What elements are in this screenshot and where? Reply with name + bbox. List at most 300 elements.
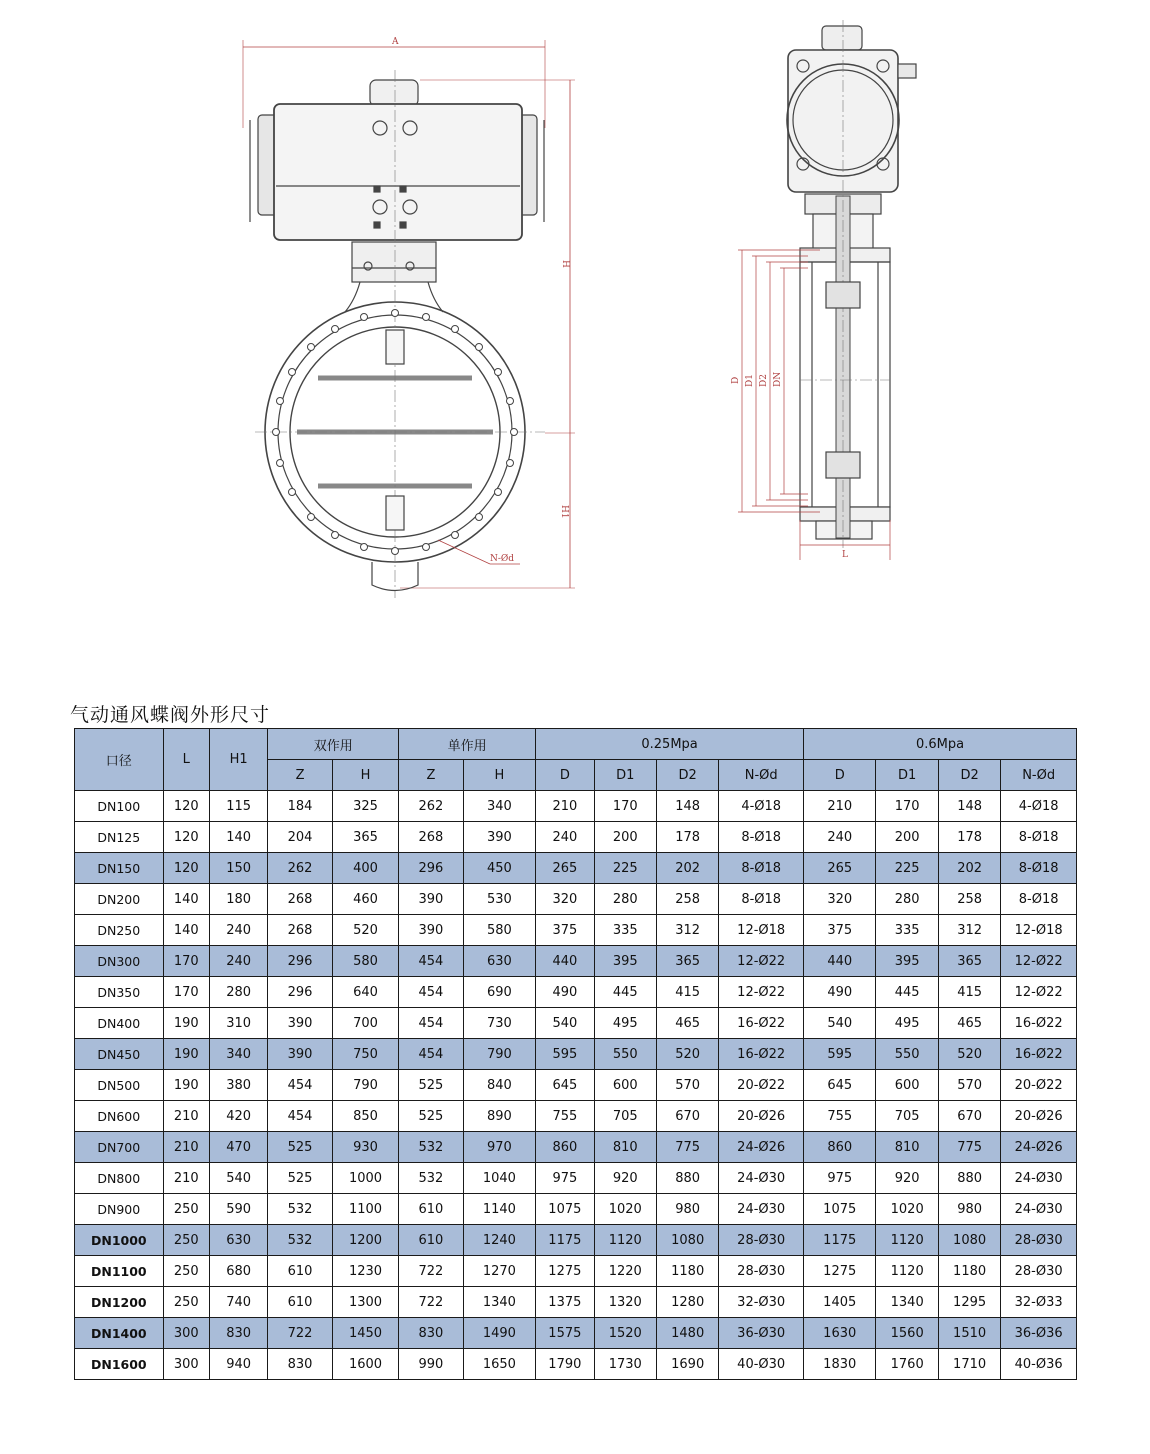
table-cell: 395 (594, 946, 656, 977)
table-cell: 495 (876, 1008, 938, 1039)
table-cell: 610 (399, 1225, 463, 1256)
table-cell: 550 (876, 1039, 938, 1070)
table-cell: 390 (268, 1008, 332, 1039)
table-cell: 450 (463, 853, 536, 884)
table-cell: 810 (876, 1132, 938, 1163)
table-cell: 1040 (463, 1163, 536, 1194)
table-cell: 240 (209, 915, 267, 946)
table-cell: 170 (876, 791, 938, 822)
col-h1: H1 (209, 729, 267, 791)
table-cell: 180 (209, 884, 267, 915)
table-cell: 1480 (656, 1318, 718, 1349)
table-cell: 250 (163, 1256, 209, 1287)
table-cell: 525 (268, 1163, 332, 1194)
table-cell: 1690 (656, 1349, 718, 1380)
table-cell: 190 (163, 1008, 209, 1039)
table-cell: 525 (399, 1070, 463, 1101)
table-cell: 1630 (803, 1318, 875, 1349)
table-cell: 202 (938, 853, 1000, 884)
table-cell: 1340 (463, 1287, 536, 1318)
table-cell: 580 (332, 946, 398, 977)
table-cell: 980 (656, 1194, 718, 1225)
table-cell: 1520 (594, 1318, 656, 1349)
subheader-cell: H (463, 760, 536, 791)
table-cell: 610 (399, 1194, 463, 1225)
table-cell: 150 (209, 853, 267, 884)
table-cell: 1000 (332, 1163, 398, 1194)
table-row (75, 946, 1077, 977)
table-cell: 465 (938, 1008, 1000, 1039)
table-cell: 1760 (876, 1349, 938, 1380)
table-row (75, 1163, 1077, 1194)
table-cell: 705 (876, 1101, 938, 1132)
table-row (75, 1008, 1077, 1039)
row-caliber-cell: DN300 (75, 946, 164, 977)
table-row (75, 853, 1077, 884)
table-cell: 1375 (536, 1287, 594, 1318)
table-cell: 722 (399, 1256, 463, 1287)
table-row (75, 977, 1077, 1008)
table-cell: 1600 (332, 1349, 398, 1380)
table-cell: 8-Ø18 (719, 853, 804, 884)
dim-label-h1: H1 (559, 505, 569, 519)
table-cell: 296 (268, 946, 332, 977)
table-cell: 400 (332, 853, 398, 884)
table-row (75, 822, 1077, 853)
table-cell: 670 (656, 1101, 718, 1132)
table-cell: 280 (876, 884, 938, 915)
table-cell: 595 (803, 1039, 875, 1070)
subheader-cell: D1 (876, 760, 938, 791)
table-cell: 1020 (594, 1194, 656, 1225)
table-cell: 325 (332, 791, 398, 822)
table-cell: 722 (268, 1318, 332, 1349)
table-cell: 454 (399, 977, 463, 1008)
table-cell: 465 (656, 1008, 718, 1039)
table-cell: 8-Ø18 (1001, 822, 1077, 853)
table-cell: 20-Ø26 (719, 1101, 804, 1132)
table-cell: 470 (209, 1132, 267, 1163)
table-cell: 178 (656, 822, 718, 853)
table-cell: 36-Ø30 (719, 1318, 804, 1349)
table-cell: 225 (594, 853, 656, 884)
col-l: L (163, 729, 209, 791)
table-cell: 790 (332, 1070, 398, 1101)
table-cell: 40-Ø36 (1001, 1349, 1077, 1380)
table-cell: 1120 (594, 1225, 656, 1256)
table-cell: 24-Ø26 (719, 1132, 804, 1163)
subheader-cell: D1 (594, 760, 656, 791)
table-cell: 532 (399, 1132, 463, 1163)
table-cell: 610 (268, 1287, 332, 1318)
table-cell: 840 (463, 1070, 536, 1101)
row-caliber-cell: DN250 (75, 915, 164, 946)
table-cell: 830 (399, 1318, 463, 1349)
table-cell: 670 (938, 1101, 1000, 1132)
row-caliber-cell: DN1000 (75, 1225, 164, 1256)
table-cell: 8-Ø18 (1001, 853, 1077, 884)
subheader-cell: D (536, 760, 594, 791)
table-cell: 190 (163, 1070, 209, 1101)
front-view (243, 37, 575, 598)
table-cell: 1275 (536, 1256, 594, 1287)
table-cell: 830 (209, 1318, 267, 1349)
table-cell: 12-Ø22 (719, 946, 804, 977)
table-cell: 395 (876, 946, 938, 977)
table-cell: 24-Ø30 (1001, 1194, 1077, 1225)
table-cell: 16-Ø22 (1001, 1039, 1077, 1070)
table-cell: 16-Ø22 (719, 1008, 804, 1039)
table-cell: 262 (399, 791, 463, 822)
row-caliber-cell: DN900 (75, 1194, 164, 1225)
table-cell: 730 (463, 1008, 536, 1039)
table-cell: 390 (399, 884, 463, 915)
table-cell: 775 (656, 1132, 718, 1163)
table-cell: 120 (163, 822, 209, 853)
dim-label-a: A (392, 37, 399, 47)
table-cell: 140 (163, 915, 209, 946)
table-cell: 148 (938, 791, 1000, 822)
table-cell: 320 (803, 884, 875, 915)
table-cell: 250 (163, 1225, 209, 1256)
table-cell: 540 (209, 1163, 267, 1194)
table-cell: 210 (803, 791, 875, 822)
table-cell: 520 (332, 915, 398, 946)
table-cell: 1240 (463, 1225, 536, 1256)
table-row (75, 1132, 1077, 1163)
row-caliber-cell: DN400 (75, 1008, 164, 1039)
table-cell: 340 (463, 791, 536, 822)
table-cell: 860 (803, 1132, 875, 1163)
row-caliber-cell: DN600 (75, 1101, 164, 1132)
table-cell: 532 (268, 1194, 332, 1225)
table-cell: 920 (876, 1163, 938, 1194)
table-cell: 240 (209, 946, 267, 977)
table-cell: 240 (803, 822, 875, 853)
table-row (75, 884, 1077, 915)
table-cell: 530 (463, 884, 536, 915)
table-cell: 1710 (938, 1349, 1000, 1380)
table-cell: 790 (463, 1039, 536, 1070)
table-cell: 170 (163, 946, 209, 977)
table-row (75, 1070, 1077, 1101)
row-caliber-cell: DN1200 (75, 1287, 164, 1318)
table-cell: 240 (536, 822, 594, 853)
table-cell: 20-Ø22 (719, 1070, 804, 1101)
table-row (75, 1194, 1077, 1225)
table-cell: 755 (536, 1101, 594, 1132)
table-cell: 495 (594, 1008, 656, 1039)
table-cell: 312 (656, 915, 718, 946)
dim-label-l: L (842, 550, 848, 560)
table-cell: 258 (656, 884, 718, 915)
table-row (75, 1225, 1077, 1256)
table-cell: 700 (332, 1008, 398, 1039)
table-row (75, 1287, 1077, 1318)
table-cell: 210 (163, 1132, 209, 1163)
table-cell: 365 (332, 822, 398, 853)
table-cell: 740 (209, 1287, 267, 1318)
table-cell: 12-Ø22 (1001, 977, 1077, 1008)
subheader-cell: H (332, 760, 398, 791)
table-cell: 445 (876, 977, 938, 1008)
table-cell: 268 (399, 822, 463, 853)
table-cell: 454 (399, 1039, 463, 1070)
table-cell: 8-Ø18 (1001, 884, 1077, 915)
table-cell: 32-Ø30 (719, 1287, 804, 1318)
table-cell: 1175 (536, 1225, 594, 1256)
table-cell: 630 (463, 946, 536, 977)
table-cell: 490 (536, 977, 594, 1008)
table-row (75, 791, 1077, 822)
table-cell: 540 (803, 1008, 875, 1039)
table-cell: 705 (594, 1101, 656, 1132)
table-cell: 454 (399, 1008, 463, 1039)
table-cell: 1730 (594, 1349, 656, 1380)
table-cell: 454 (268, 1070, 332, 1101)
table-cell: 28-Ø30 (1001, 1225, 1077, 1256)
table-cell: 454 (268, 1101, 332, 1132)
table-cell: 28-Ø30 (719, 1225, 804, 1256)
table-cell: 1450 (332, 1318, 398, 1349)
table-cell: 28-Ø30 (1001, 1256, 1077, 1287)
table-cell: 970 (463, 1132, 536, 1163)
table-cell: 390 (268, 1039, 332, 1070)
table-cell: 200 (594, 822, 656, 853)
table-cell: 830 (268, 1349, 332, 1380)
table-cell: 202 (656, 853, 718, 884)
table-cell: 12-Ø22 (719, 977, 804, 1008)
row-caliber-cell: DN125 (75, 822, 164, 853)
table-cell: 365 (938, 946, 1000, 977)
table-cell: 600 (594, 1070, 656, 1101)
subheader-cell: Z (268, 760, 332, 791)
row-caliber-cell: DN1600 (75, 1349, 164, 1380)
table-cell: 580 (463, 915, 536, 946)
table-cell: 1120 (876, 1256, 938, 1287)
table-cell: 32-Ø33 (1001, 1287, 1077, 1318)
table-cell: 24-Ø30 (719, 1194, 804, 1225)
table-cell: 210 (163, 1163, 209, 1194)
table-cell: 570 (938, 1070, 1000, 1101)
table-cell: 1650 (463, 1349, 536, 1380)
table-row (75, 1256, 1077, 1287)
table-cell: 1405 (803, 1287, 875, 1318)
table-cell: 520 (656, 1039, 718, 1070)
table-cell: 1275 (803, 1256, 875, 1287)
table-cell: 1220 (594, 1256, 656, 1287)
table-cell: 40-Ø30 (719, 1349, 804, 1380)
table-cell: 268 (268, 915, 332, 946)
table-cell: 148 (656, 791, 718, 822)
table-row (75, 915, 1077, 946)
table-cell: 335 (594, 915, 656, 946)
table-cell: 140 (209, 822, 267, 853)
table-cell: 280 (209, 977, 267, 1008)
table-cell: 170 (594, 791, 656, 822)
table-cell: 920 (594, 1163, 656, 1194)
col-single-acting: 单作用 (399, 729, 536, 760)
table-cell: 454 (399, 946, 463, 977)
table-cell: 610 (268, 1256, 332, 1287)
table-cell: 880 (938, 1163, 1000, 1194)
table-cell: 390 (463, 822, 536, 853)
table-cell: 810 (594, 1132, 656, 1163)
dim-label-dn: DN (773, 371, 783, 387)
table-cell: 250 (163, 1287, 209, 1318)
row-caliber-cell: DN500 (75, 1070, 164, 1101)
table-cell: 310 (209, 1008, 267, 1039)
row-caliber-cell: DN200 (75, 884, 164, 915)
table-cell: 1175 (803, 1225, 875, 1256)
table-row (75, 1101, 1077, 1132)
table-cell: 190 (163, 1039, 209, 1070)
subheader-cell: N-Ød (719, 760, 804, 791)
table-cell: 12-Ø18 (1001, 915, 1077, 946)
table-cell: 445 (594, 977, 656, 1008)
col-pressure-025: 0.25Mpa (536, 729, 804, 760)
table-cell: 1490 (463, 1318, 536, 1349)
table-cell: 975 (803, 1163, 875, 1194)
table-cell: 268 (268, 884, 332, 915)
table-cell: 440 (803, 946, 875, 977)
table-cell: 1320 (594, 1287, 656, 1318)
table-cell: 300 (163, 1349, 209, 1380)
table-cell: 16-Ø22 (1001, 1008, 1077, 1039)
table-cell: 1080 (938, 1225, 1000, 1256)
table-cell: 490 (803, 977, 875, 1008)
table-cell: 1020 (876, 1194, 938, 1225)
table-cell: 525 (268, 1132, 332, 1163)
dim-label-d2: D2 (759, 374, 769, 387)
col-caliber: 口径 (75, 729, 164, 791)
table-cell: 630 (209, 1225, 267, 1256)
table-row (75, 1318, 1077, 1349)
table-cell: 340 (209, 1039, 267, 1070)
table-row (75, 1039, 1077, 1070)
table-cell: 335 (876, 915, 938, 946)
table-cell: 880 (656, 1163, 718, 1194)
table-cell: 600 (876, 1070, 938, 1101)
row-caliber-cell: DN700 (75, 1132, 164, 1163)
table-cell: 170 (163, 977, 209, 1008)
table-cell: 1120 (876, 1225, 938, 1256)
table-cell: 860 (536, 1132, 594, 1163)
subheader-cell: D2 (938, 760, 1000, 791)
subheader-cell: D (803, 760, 875, 791)
table-cell: 24-Ø26 (1001, 1132, 1077, 1163)
table-cell: 975 (536, 1163, 594, 1194)
table-cell: 1200 (332, 1225, 398, 1256)
table-cell: 1180 (656, 1256, 718, 1287)
row-caliber-cell: DN800 (75, 1163, 164, 1194)
table-cell: 1075 (803, 1194, 875, 1225)
table-body (75, 791, 1077, 1380)
table-cell: 590 (209, 1194, 267, 1225)
table-cell: 690 (463, 977, 536, 1008)
table-cell: 8-Ø18 (719, 884, 804, 915)
table-cell: 24-Ø30 (1001, 1163, 1077, 1194)
table-cell: 16-Ø22 (719, 1039, 804, 1070)
table-cell: 258 (938, 884, 1000, 915)
subheader-cell: N-Ød (1001, 760, 1077, 791)
table-cell: 645 (536, 1070, 594, 1101)
dim-label-n-d: N-Ød (490, 554, 515, 564)
table-cell: 320 (536, 884, 594, 915)
table-cell: 265 (536, 853, 594, 884)
table-cell: 1080 (656, 1225, 718, 1256)
table-cell: 680 (209, 1256, 267, 1287)
table-cell: 750 (332, 1039, 398, 1070)
table-cell: 140 (163, 884, 209, 915)
table-cell: 775 (938, 1132, 1000, 1163)
table-cell: 532 (268, 1225, 332, 1256)
table-cell: 532 (399, 1163, 463, 1194)
table-cell: 1340 (876, 1287, 938, 1318)
table-cell: 1280 (656, 1287, 718, 1318)
table-cell: 420 (209, 1101, 267, 1132)
table-cell: 120 (163, 791, 209, 822)
table-cell: 184 (268, 791, 332, 822)
table-cell: 380 (209, 1070, 267, 1101)
table-cell: 115 (209, 791, 267, 822)
table-cell: 640 (332, 977, 398, 1008)
table-cell: 722 (399, 1287, 463, 1318)
row-caliber-cell: DN100 (75, 791, 164, 822)
table-cell: 250 (163, 1194, 209, 1225)
table-cell: 4-Ø18 (719, 791, 804, 822)
document-title: 气动通风蝶阀外形尺寸 (70, 704, 271, 726)
table-cell: 1230 (332, 1256, 398, 1287)
table-cell: 178 (938, 822, 1000, 853)
table-cell: 550 (594, 1039, 656, 1070)
table-cell: 1270 (463, 1256, 536, 1287)
col-double-acting: 双作用 (268, 729, 399, 760)
table-cell: 8-Ø18 (719, 822, 804, 853)
table-cell: 20-Ø22 (1001, 1070, 1077, 1101)
table-cell: 940 (209, 1349, 267, 1380)
table-cell: 1075 (536, 1194, 594, 1225)
table-cell: 440 (536, 946, 594, 977)
table-cell: 28-Ø30 (719, 1256, 804, 1287)
table-cell: 312 (938, 915, 1000, 946)
table-cell: 12-Ø18 (719, 915, 804, 946)
row-caliber-cell: DN1400 (75, 1318, 164, 1349)
table-row (75, 1349, 1077, 1380)
header-row-1 (75, 729, 1077, 760)
table-cell: 1100 (332, 1194, 398, 1225)
table-cell: 850 (332, 1101, 398, 1132)
table-cell: 930 (332, 1132, 398, 1163)
table-cell: 375 (803, 915, 875, 946)
table-cell: 280 (594, 884, 656, 915)
table-cell: 375 (536, 915, 594, 946)
row-caliber-cell: DN150 (75, 853, 164, 884)
table-cell: 120 (163, 853, 209, 884)
table-cell: 520 (938, 1039, 1000, 1070)
table-cell: 525 (399, 1101, 463, 1132)
table-cell: 570 (656, 1070, 718, 1101)
subheader-cell: D2 (656, 760, 718, 791)
table-cell: 265 (803, 853, 875, 884)
table-cell: 1510 (938, 1318, 1000, 1349)
table-cell: 210 (163, 1101, 209, 1132)
row-caliber-cell: DN450 (75, 1039, 164, 1070)
table-cell: 210 (536, 791, 594, 822)
dim-label-h: H (560, 260, 570, 268)
dim-label-d1: D1 (745, 374, 755, 387)
table-cell: 1575 (536, 1318, 594, 1349)
